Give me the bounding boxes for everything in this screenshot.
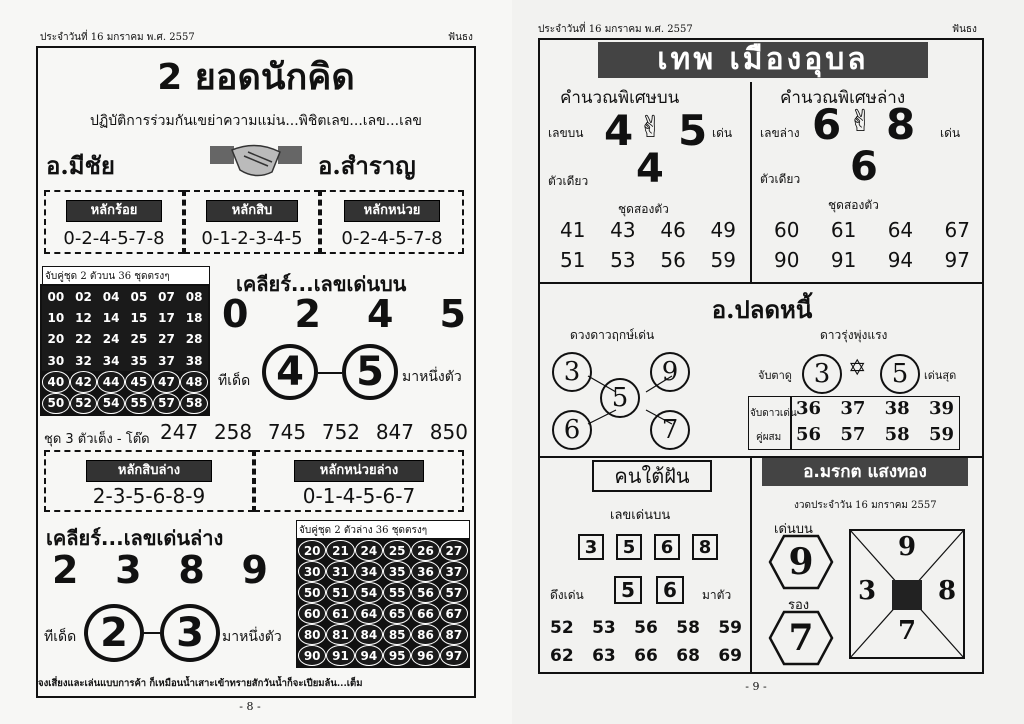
pair-cell: 55 — [383, 582, 411, 603]
mtk-diag-num: 8 — [937, 576, 957, 606]
pair-cell: 17 — [153, 307, 181, 328]
clear-top-digit: 4 — [367, 292, 394, 336]
victory-hand-icon: ✌ — [638, 110, 664, 145]
upper-single: 4 — [636, 146, 664, 192]
subtitle: ปฏิบัติการร่วมกันเขย่าความแม่น...พิชิตเลข...เลข...เลข — [89, 113, 422, 129]
digit-group-digits: 0-2-4-5-7-8 — [63, 228, 165, 249]
pair-cell: 20 — [42, 329, 70, 350]
more-label: มาหนึ่งตัว — [402, 369, 462, 385]
three-set: 847 — [375, 420, 414, 444]
pair-cell: 56 — [411, 582, 439, 603]
star-pair: 57 — [840, 424, 866, 445]
pair-cell: 45 — [125, 371, 153, 392]
pair-cell: 02 — [70, 286, 98, 307]
star-pair: 56 — [796, 424, 822, 445]
pair-cell: 66 — [411, 603, 439, 624]
star-pairs-row — [796, 424, 954, 445]
dream-pull-label: ดึงเด่น — [550, 588, 584, 602]
dream-top-label: เลขเด่นบน — [610, 508, 671, 523]
digit-group-digits: 0-1-2-3-4-5 — [201, 228, 303, 249]
pair-cell: 24 — [355, 540, 383, 561]
star-pairs-row — [796, 398, 954, 419]
page-number: - 9 - — [745, 680, 767, 693]
upper-set: 59 — [710, 248, 736, 272]
lower-set: 60 — [774, 218, 800, 242]
mtk-title: อ.มรกต แสงทอง — [762, 458, 968, 486]
dream-num: 68 — [676, 646, 700, 666]
lower-digit: 8 — [886, 100, 916, 149]
pair-cell: 00 — [42, 286, 70, 307]
three-set: 258 — [213, 420, 253, 444]
dream-top-digit: 5 — [616, 534, 642, 560]
pair-cell: 24 — [97, 329, 125, 350]
pair-cell: 26 — [411, 540, 439, 561]
star-pair: 36 — [796, 398, 822, 419]
two-set-label: ชุดสองตัว — [618, 202, 669, 216]
pair-cell: 20 — [298, 540, 326, 561]
pair-cell: 57 — [440, 582, 468, 603]
author-right: อ.สำราญ — [318, 151, 416, 180]
pairs-bottom-grid — [296, 538, 470, 668]
pair-cell: 84 — [355, 624, 383, 645]
pair-cell: 30 — [298, 561, 326, 582]
lower-single: 6 — [850, 144, 878, 190]
pair-cell: 81 — [326, 624, 354, 645]
author-left: อ.มีชัย — [46, 151, 115, 180]
three-set-label: ชุด 3 ตัวเต็ง - โต๊ด — [44, 432, 150, 447]
pair-cell: 28 — [180, 329, 208, 350]
dream-num: 62 — [550, 646, 574, 666]
single-label: ตัวเดียว — [548, 174, 589, 188]
dream-num: 66 — [634, 646, 658, 666]
pair-cell: 96 — [411, 645, 439, 666]
clear-bottom-digit: 2 — [52, 548, 79, 592]
mtk-second: 7 — [788, 617, 814, 659]
pair-cell: 54 — [97, 393, 125, 414]
dream-row — [550, 646, 742, 666]
pair-cell: 64 — [355, 603, 383, 624]
upper-set: 53 — [610, 248, 636, 272]
dream-top-digit: 8 — [692, 534, 718, 560]
dream-pull-digit: 6 — [656, 576, 684, 604]
top-pick-b: 5 — [342, 344, 398, 400]
pair-cell: 37 — [440, 561, 468, 582]
upper-digit: 5 — [678, 106, 708, 155]
dream-num: 59 — [718, 618, 742, 638]
right-page — [512, 0, 1024, 724]
clear-top-digits — [222, 292, 466, 336]
digit-group-label: หลักหน่วย — [344, 200, 440, 222]
digit-group-label: หลักสิบ — [206, 200, 298, 222]
pair-cell: 37 — [153, 350, 181, 371]
pair-cell: 58 — [180, 393, 208, 414]
three-set: 752 — [321, 420, 361, 444]
pair-cell: 48 — [180, 371, 208, 392]
mtk-diag-num: 7 — [897, 616, 917, 646]
pick-connector — [318, 372, 342, 374]
pairs-top-grid — [40, 284, 210, 416]
upper-set: 43 — [610, 218, 636, 242]
mtk-diag-num: 3 — [857, 576, 877, 606]
divider — [750, 456, 752, 674]
dream-top-digit: 6 — [654, 534, 680, 560]
date-header: ประจำวันที่ 16 มกราคม พ.ศ. 2557 — [538, 24, 693, 35]
pair-cell: 50 — [298, 582, 326, 603]
more-label: มาหนึ่งตัว — [222, 629, 282, 645]
divider — [750, 82, 752, 282]
pair-cell: 42 — [70, 371, 98, 392]
mtk-top: 9 — [788, 541, 814, 583]
lower-set: 94 — [887, 248, 914, 272]
lower-group-label: หลักหน่วยล่าง — [294, 460, 424, 482]
pair-cell: 34 — [355, 561, 383, 582]
pair-cell: 90 — [298, 645, 326, 666]
pair-label: คู่ผสม — [756, 432, 782, 443]
pair-cell: 21 — [326, 540, 354, 561]
divider — [538, 282, 984, 284]
clear-bottom-digit: 8 — [178, 548, 205, 592]
mtk-diag-num: 9 — [897, 532, 917, 562]
pair-cell: 55 — [125, 393, 153, 414]
pair-cell: 18 — [180, 307, 208, 328]
pair-cell: 95 — [383, 645, 411, 666]
upper-set: 46 — [660, 218, 686, 242]
upper-sets-row — [560, 218, 736, 242]
pair-cell: 50 — [42, 393, 70, 414]
bottom-pick-b: 3 — [160, 604, 220, 662]
pair-cell: 91 — [326, 645, 354, 666]
lower-sets-row — [774, 248, 970, 272]
pair-cell: 86 — [411, 624, 439, 645]
dream-pull-digit: 5 — [614, 576, 642, 604]
pair-cell: 10 — [42, 307, 70, 328]
lower-digit: 6 — [812, 100, 842, 149]
pair-cell: 25 — [383, 540, 411, 561]
lower-set: 67 — [944, 218, 970, 242]
pair-cell: 67 — [440, 603, 468, 624]
upper-set: 56 — [660, 248, 686, 272]
clear-top-title: เคลียร์...เลขเด่นบน — [236, 272, 407, 296]
pair-cell: 57 — [153, 393, 181, 414]
pick-label: ทีเด็ด — [218, 373, 251, 389]
pair-cell: 61 — [326, 603, 354, 624]
three-set: 247 — [160, 420, 199, 444]
pair-cell: 31 — [326, 561, 354, 582]
pair-cell: 54 — [355, 582, 383, 603]
upper-set: 51 — [560, 248, 586, 272]
lower-group-digits: 2-3-5-6-8-9 — [92, 484, 206, 508]
lower-sets-row — [774, 218, 970, 242]
dream-num: 63 — [592, 646, 616, 666]
dream-title: คนใต้ฝัน — [592, 460, 712, 492]
lower-set: 64 — [887, 218, 914, 242]
upper-set: 49 — [710, 218, 736, 242]
pair-cell: 32 — [70, 350, 98, 371]
pair-cell: 14 — [97, 307, 125, 328]
pair-cell: 07 — [153, 286, 181, 307]
clear-bottom-title: เคลียร์...เลขเด่นล่าง — [46, 526, 224, 550]
divider — [790, 396, 792, 450]
handshake-icon — [210, 140, 302, 182]
pair-cell: 27 — [440, 540, 468, 561]
mtk-second-label: รอง — [788, 598, 810, 613]
star-num: 7 — [650, 410, 690, 450]
pick-connector — [144, 632, 160, 634]
brand-header: ฟันธง — [448, 32, 473, 43]
pair-cell: 27 — [153, 329, 181, 350]
pair-cell: 85 — [383, 624, 411, 645]
star-pair: 37 — [840, 398, 866, 419]
upper-set: 41 — [560, 218, 586, 242]
pair-cell: 52 — [70, 393, 98, 414]
pair-cell: 04 — [97, 286, 125, 307]
pair-cell: 94 — [355, 645, 383, 666]
upper-label: เลขบน — [548, 126, 584, 140]
clear-bottom-digit: 9 — [241, 548, 268, 592]
date-header: ประจำวันที่ 16 มกราคม พ.ศ. 2557 — [40, 32, 195, 43]
upper-calc-title: คำนวณพิเศษบน — [560, 88, 680, 108]
star-word: เด่น — [712, 126, 733, 140]
pair-cell: 30 — [42, 350, 70, 371]
star-pair-label: จับดาวเด่น — [750, 408, 797, 419]
lower-set: 91 — [830, 248, 857, 272]
pair-cell: 65 — [383, 603, 411, 624]
pair-cell: 60 — [298, 603, 326, 624]
upper-digit: 4 — [604, 106, 634, 155]
three-set: 850 — [429, 420, 468, 444]
pair-cell: 35 — [125, 350, 153, 371]
page-title: เทพ เมืองอุบล — [598, 42, 928, 78]
pair-cell: 44 — [97, 371, 125, 392]
star-pair: 59 — [928, 424, 954, 445]
dream-num: 58 — [676, 618, 700, 638]
pair-cell: 80 — [298, 624, 326, 645]
pair-cell: 36 — [411, 561, 439, 582]
mid-title: อ.ปลดหนี้ — [711, 295, 813, 324]
dream-num: 69 — [718, 646, 742, 666]
single-label: ตัวเดียว — [760, 172, 801, 186]
upper-sets-row — [560, 248, 736, 272]
clear-top-digit: 0 — [222, 292, 249, 336]
star-pair: 58 — [884, 424, 910, 445]
clear-top-digit: 2 — [294, 292, 321, 336]
bottom-pick-a: 2 — [84, 604, 144, 662]
pick-label: ทีเด็ด — [44, 629, 77, 645]
pair-cell: 25 — [125, 329, 153, 350]
top-pick-a: 4 — [262, 344, 318, 400]
dream-top-digit: 3 — [578, 534, 604, 560]
clear-bottom-digit: 3 — [115, 548, 142, 592]
pair-cell: 34 — [97, 350, 125, 371]
digit-group-digits: 0-2-4-5-7-8 — [341, 228, 443, 249]
clear-top-digit: 5 — [439, 292, 466, 336]
dream-num: 53 — [592, 618, 616, 638]
pair-cell: 12 — [70, 307, 98, 328]
pair-cell: 38 — [180, 350, 208, 371]
pair-cell: 35 — [383, 561, 411, 582]
pairs-bottom-label: จับคู่ชุด 2 ตัวล่าง 36 ชุดตรงๆ — [296, 520, 470, 541]
clear-bottom-digits — [52, 548, 268, 592]
star-num: 6 — [552, 410, 592, 450]
pair-cell: 08 — [180, 286, 208, 307]
lower-group-digits: 0-1-4-5-6-7 — [302, 484, 416, 508]
page-number: - 8 - — [239, 700, 261, 713]
lower-set: 90 — [774, 248, 800, 272]
star-of-david-icon: ✡ — [848, 356, 867, 381]
eye-label: จับตาดู — [758, 369, 792, 382]
dream-num: 56 — [634, 618, 658, 638]
dream-num: 52 — [550, 618, 574, 638]
rising-num: 3 — [802, 354, 842, 394]
brand-header: ฟันธง — [952, 24, 977, 35]
star-num: 9 — [650, 352, 690, 392]
two-set-label: ชุดสองตัว — [828, 198, 879, 212]
star-pair: 39 — [928, 398, 954, 419]
pair-cell: 87 — [440, 624, 468, 645]
pair-cell: 51 — [326, 582, 354, 603]
footer-note: จงเสี่ยงและเล่นแบบการค้า ก็เหมือนน้ำเสาะเข้าทรายสักวันน้ำก็จะเปียมล้น...เต็ม — [38, 678, 363, 689]
pair-cell: 15 — [125, 307, 153, 328]
dream-row — [550, 618, 742, 638]
pair-cell: 05 — [125, 286, 153, 307]
lower-set: 97 — [944, 248, 970, 272]
mtk-top-label: เด่นบน — [774, 522, 813, 537]
lower-calc-title: คำนวณพิเศษล่าง — [780, 88, 906, 108]
pair-cell: 22 — [70, 329, 98, 350]
pair-cell: 47 — [153, 371, 181, 392]
lower-group-label: หลักสิบล่าง — [86, 460, 212, 482]
digit-group-label: หลักร้อย — [66, 200, 162, 222]
rising-num: 5 — [880, 354, 920, 394]
mtk-date: งวดประจำวัน 16 มกราคม 2557 — [794, 500, 937, 511]
dream-come-label: มาตัว — [702, 588, 732, 602]
page-title: 2 ยอดนักคิด — [157, 57, 355, 98]
star-pair: 38 — [884, 398, 910, 419]
pair-cell: 40 — [42, 371, 70, 392]
lucky-star-label: ดวงดาวฤกษ์เด่น — [570, 328, 655, 342]
lower-set: 61 — [830, 218, 857, 242]
best-label: เด่นสุด — [924, 369, 957, 382]
three-set: 745 — [267, 420, 307, 444]
star-num: 3 — [552, 352, 592, 392]
victory-hand-icon: ✌ — [848, 104, 874, 139]
pairs-top-label: จับคู่ชุด 2 ตัวบน 36 ชุดตรงๆ — [42, 266, 210, 287]
star-num: 5 — [600, 378, 640, 418]
star-word: เด่น — [940, 126, 961, 140]
lower-label: เลขล่าง — [760, 126, 800, 140]
rising-star-label: ดาวรุ่งพุ่งแรง — [820, 328, 888, 342]
pair-cell: 97 — [440, 645, 468, 666]
three-sets — [160, 420, 468, 444]
